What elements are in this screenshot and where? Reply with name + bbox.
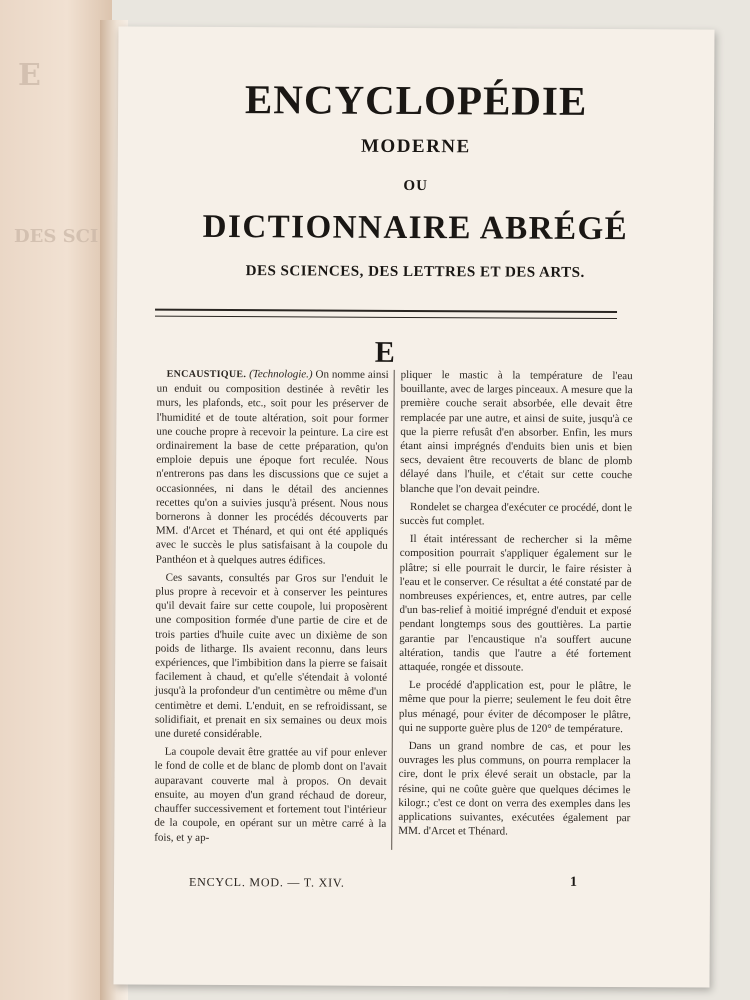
left-page-ghost-letter: E [18,58,41,93]
paragraph: Rondelet se chargea d'exécuter ce procédé, dont le succès fut complet. [399,500,633,528]
entry-category: (Technologie.) [249,368,313,381]
section-letter: E [374,335,395,369]
paragraph: Le procédé d'application est, pour le plâtre, le même que pour la pierre; seulement le feu doit être plus ménagé, pour éviter de décomposer le plâtre, qui ne supporte guère plus de 120° de température. [398,679,632,735]
title-moderne: MODERNE [360,135,471,158]
paragraph: pliquer le mastic à la température de l'eau bouillante, avec de larges pinceaux. A mesure que la première couche serait absorbée, elle devait être remplacée par une autre, et ainsi de suite, jusqu'à ce que la pierre refusât d'en absorber. Enfin, les murs étant ainsi imprégnés d'enduits bien unis et bien secs, devaient être recouverts de blanc de plomb délayé dans l'huile, et c'était sur cette couche blanche que l'on devait peindre. [400,368,633,496]
paragraph: Dans un grand nombre de cas, et pour les ouvrages les plus communs, on pourra remplacer la cire, dont le prix élevé serait un obstacle, par la résine, qui ne coûte guère que quelques décimes le kilogr.; c'est ce dont on verra des exemples dans les applications suivantes, exécutées également par MM. d'Arcet et Thénard. [398,740,631,838]
paragraph: Il était intéressant de rechercher si la même composition pourrait s'appliquer également sur le plâtre; si elle pourrait le durcir, le faire résister à l'eau et le conserver. Ce résultat a été constaté par de nombreuses expériences, et, entre autres, par celle d'un bas-relief à moitié imprégné d'enduit et exposé pendant longtemps sous des gouttières. La partie garantie par l'encaustique n'a souffert aucune altération, tandis que l'autre a été fortement attaquée, rongée et dissoute. [399,533,632,674]
entry-title: ENCAUSTIQUE. [166,368,247,381]
paragraph: Ces savants, consultés par Gros sur l'enduit le plus propre à recevoir et à conserver les peintures qu'il devait faire sur cette coupole, lui proposèrent une composition formée d'une partie de cire et de trois parties d'huile cuite avec un dixième de son poids de litharge. Ils avaient reconnu, dans leurs expériences, que l'imbibition dans la pierre se faisait facilement à chaud, et qu'elle s'étendait à volonté jusqu'à la profondeur d'un centimètre ou même d'un centimètre et demi. L'enduit, en se refroidissant, se solidifiait, et prenait en six semaines ou deux mois une dureté considérable. [154,571,388,741]
left-page [0,0,112,1000]
paragraph [156,367,389,568]
left-page-ghost-text: DES SCI [14,226,99,247]
page-title: ENCYCLOPÉDIE [244,76,588,124]
right-column [398,368,632,844]
page-subtitle: DES SCIENCES, DES LETTRES ET DES ARTS. [245,263,585,281]
title-ou: OU [403,177,428,195]
page-number: 1 [569,874,578,890]
paragraph: La coupole devait être grattée au vif pour enlever le fond de colle et de blanc de plomb dont on l'avait auparavant couverte mal à propos. On devait ensuite, au moyen d'un grand réchaud de doreur, chauffer successivement et fortement tout l'intérieur de la coupole, en opérant sur un mètre carré à la fois, et y ap- [154,745,387,844]
book-page [113,26,714,987]
column-divider [391,370,395,850]
title-dictionnaire: DICTIONNAIRE ABRÉGÉ [202,208,629,248]
left-column [154,367,389,850]
paragraph-text: On nomme ainsi un enduit ou composition destinée à revêtir les murs, les plafonds, etc., soit pour les préserver de l'humidité et de toute altération, soit pour former une couche propre à recevoir la peinture. La cire est ordinairement la base de cette préparation, qu'on emploie depuis une époque fort reculée. Nous n'entrerons pas dans les discussions que ce sujet a occasionnées, ni dans le détail des anciennes recettes qu'on a suivies jusqu'à présent. Nous nous bornerons à donner les procédés découverts par MM. d'Arcet et Thénard, et qui ont été appliqués avec le succès le plus satisfaisant à la coupole du Panthéon et à quelques autres édifices. [155,368,389,567]
footer-signature: ENCYCL. MOD. — T. XIV. [188,874,345,890]
title-rule [155,309,617,319]
